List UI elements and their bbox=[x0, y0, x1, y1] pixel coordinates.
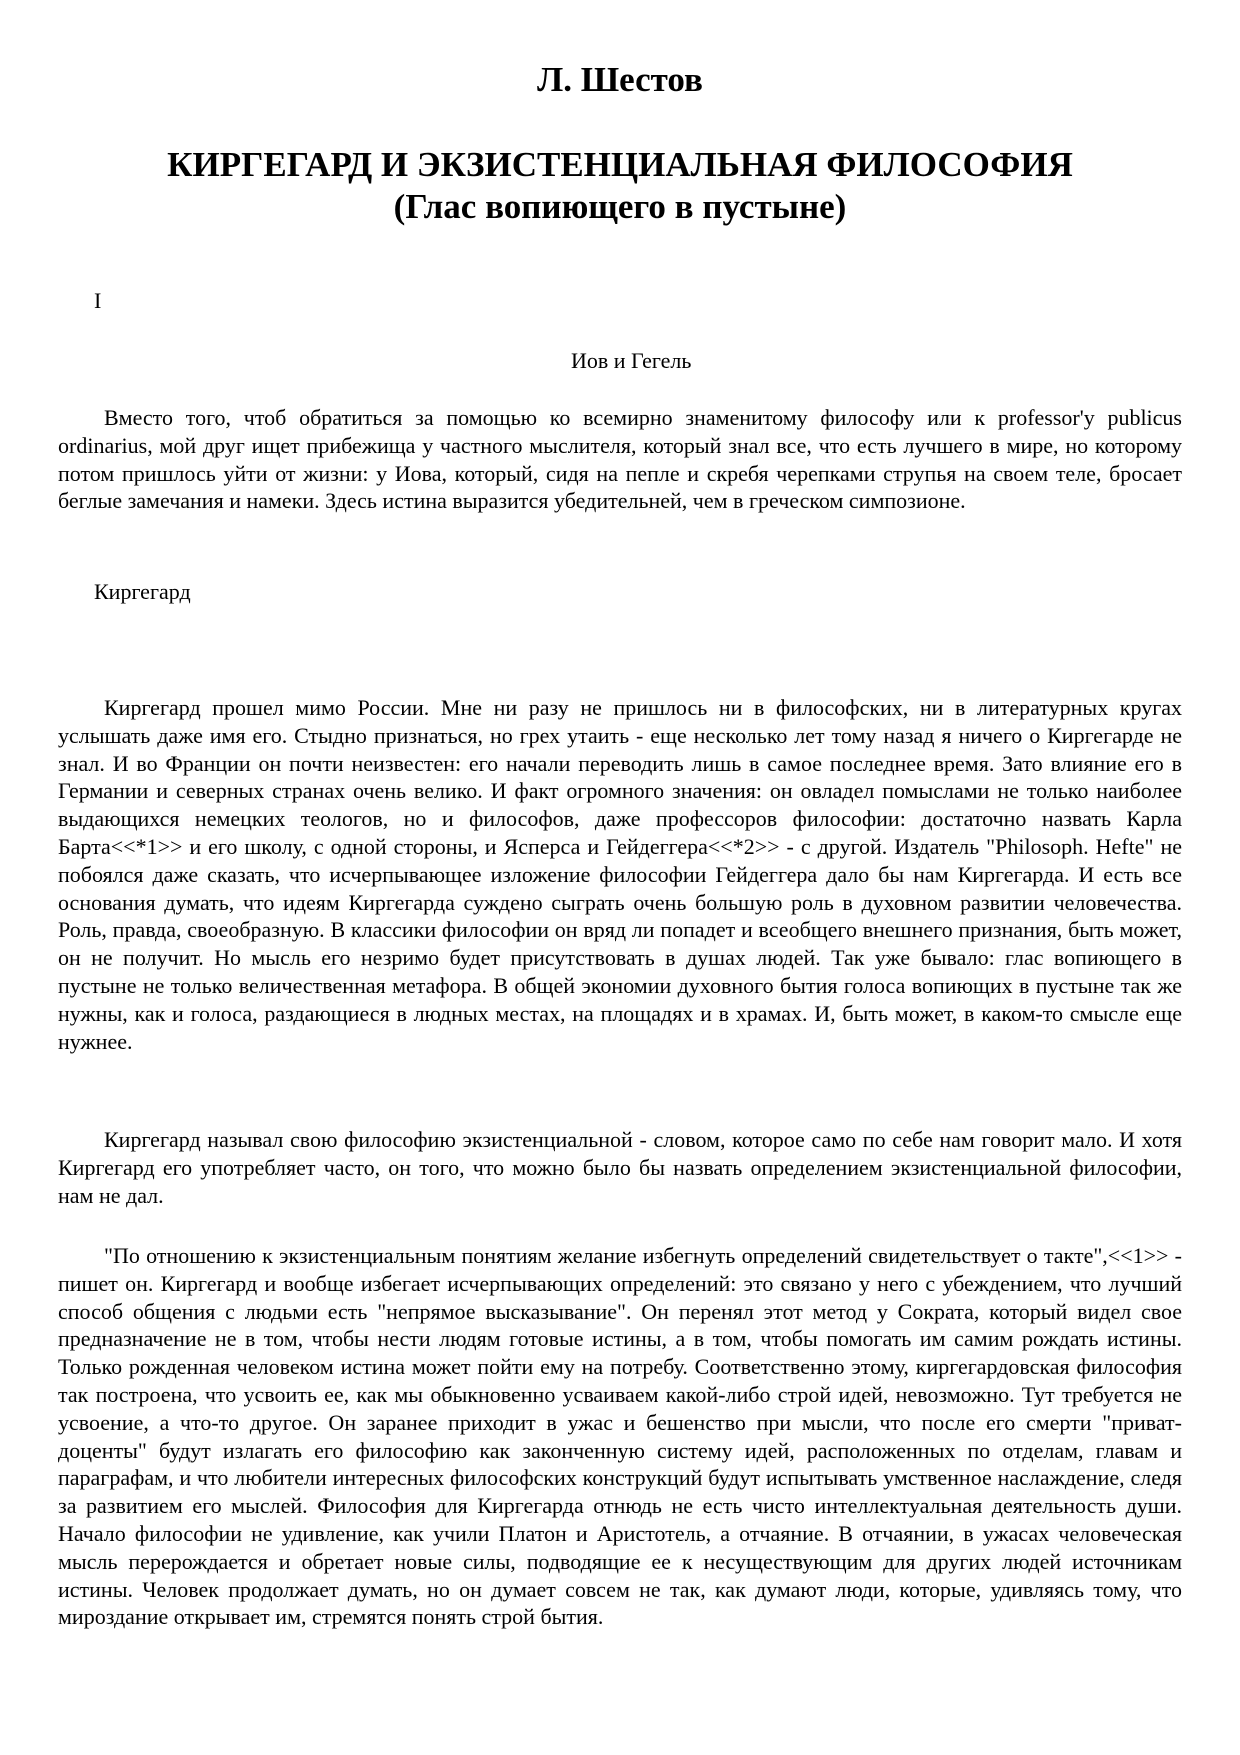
title-line-2: (Глас вопиющего в пустыне) bbox=[393, 187, 847, 226]
body-paragraph: "По отношению к экзистенциальным понятиям желание избегнуть определений свидетельствует о такте",<<1>> - пишет он. Киргегард и вообще избегает исчерпывающих определений: это связано у него с убеждением, что лучший способ общения с людьми есть "непрямое высказывание". Он перенял этот метод у Сократа, который видел свое предназначение не в том, чтобы нести людям готовые истины, а в том, чтобы помогать им самим рождать истины. Только рожденная человеком истина может пойти ему на потребу. Соответственно этому, киргегардовская философия так построена, что усвоить ее, как мы обыкновенно усваиваем какой-либо строй идей, невозможно. Тут требуется не усвоение, а что-то другое. Он заранее приходит в ужас и бешенство при мысли, что после его смерти "приват-доценты" будут излагать его философию как законченную систему идей, расположенных по отделам, главам и параграфам, и что любители интересных философских конструкций будут испытывать умственное наслаждение, следя за развитием его мыслей. Философия для Киргегарда отнюдь не есть чисто интеллектуальная деятельность души. Начало философии не удивление, как учили Платон и Аристотель, а отчаяние. В отчаянии, в ужасах человеческая мысль перерождается и обретает новые силы, подводящие ее к несуществующим для других людей источникам истины. Человек продолжает думать, но он думает совсем не так, как думают люди, которые, удивляясь тому, что мироздание открывает им, стремятся понять строй бытия. bbox=[58, 1243, 1182, 1630]
epigraph-attribution: Киргегард bbox=[94, 579, 191, 604]
body-paragraph: Киргегард прошел мимо России. Мне ни разу не пришлось ни в философских, ни в литературных кругах услышать даже имя его. Стыдно признаться, но грех утаить - еще несколько лет тому назад я ничего о Киргегарде не знал. И во Франции он почти неизвестен: его начали переводить лишь в самое последнее время. Зато влияние его в Германии и северных странах очень велико. И факт огромного значения: он овладел помыслами не только наиболее выдающихся немецких теологов, но и философов, даже профессоров философии: достаточно назвать Карла Барта<<*1>> и его школу, с одной стороны, и Ясперса и Гейдеггера<<*2>> - с другой. Издатель "Philosoph. Hefte" не побоялся даже сказать, что исчерпывающее изложение философии Гейдеггера дало бы нам Киргегарда. И есть все основания думать, что идеям Киргегарда суждено сыграть очень большую роль в духовном развитии человечества. Роль, правда, своеобразную. В классики философии он вряд ли попадет и всеобщего внешнего признания, быть может, он не получит. Но мысль его незримо будет присутствовать в душах людей. Так уже бывало: глас вопиющего в пустыне не только величественная метафора. В общей экономии духовного бытия голоса вопиющих в пустыне так же нужны, как и голоса, раздающиеся в людных местах, на площадях и в храмах. И, быть может, в каком-то смысле еще нужнее. bbox=[58, 695, 1182, 1054]
section-subtitle: Иов и Гегель bbox=[571, 348, 692, 373]
title-line-1: КИРГЕГАРД И ЭКЗИСТЕНЦИАЛЬНАЯ ФИЛОСОФИЯ bbox=[167, 145, 1073, 184]
epigraph-text: Вместо того, чтоб обратиться за помощью ко всемирно знаменитому философу или к professor'y publicus ordinarius, мой друг ищет прибежища у частного мыслителя, который знал все, что есть лучшего в мире, но которому потом пришлось уйти от жизни: у Иова, который, сидя на пепле и скребя черепками струпья на своем теле, бросает беглые замечания и намеки. Здесь истина выразится убедительней, чем в греческом симпозионе. bbox=[58, 405, 1182, 514]
section-number: I bbox=[94, 288, 102, 313]
document-title bbox=[0, 144, 1240, 228]
author-name: Л. Шестов bbox=[537, 60, 703, 99]
body-paragraph: Киргегард называл свою философию экзистенциальной - словом, которое само по себе нам говорит мало. И хотя Киргегард его употребляет часто, он того, что можно было бы назвать определением экзистенциальной философии, нам не дал. bbox=[58, 1127, 1182, 1208]
